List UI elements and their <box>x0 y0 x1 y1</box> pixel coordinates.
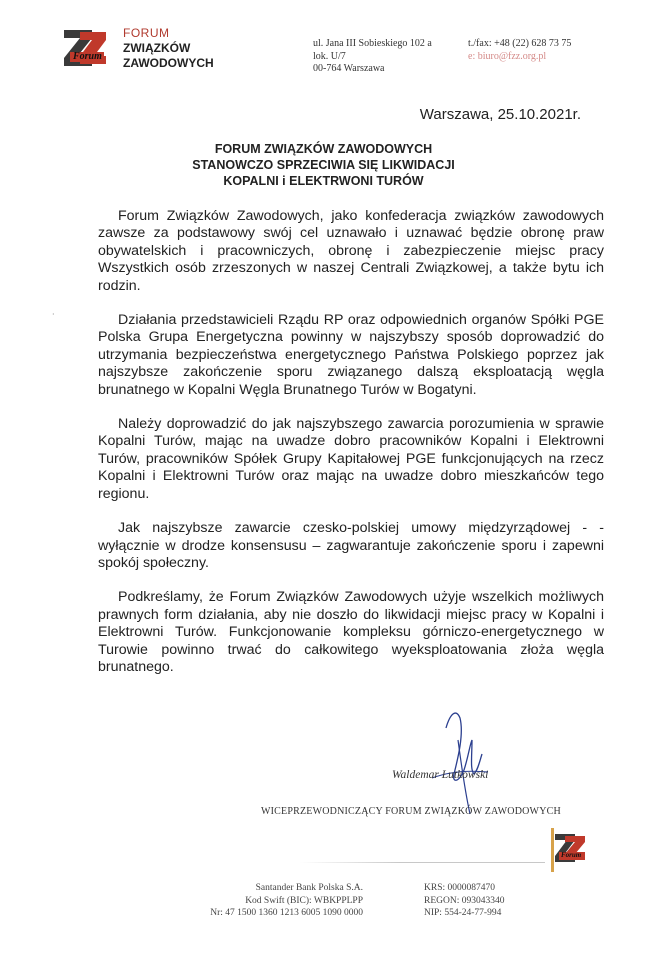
nip-number: NIP: 554-24-77-994 <box>424 908 502 919</box>
bank-swift: Kod Swift (BIC): WBKPPLPP <box>245 895 363 906</box>
registry-details <box>424 882 505 920</box>
logo-wordmark: Forum <box>73 51 102 62</box>
address-line-3: 00-764 Warszawa <box>313 63 385 74</box>
krs-number: KRS: 0000087470 <box>424 883 495 893</box>
contact-block <box>468 38 571 63</box>
bank-details <box>210 882 363 920</box>
email-link[interactable]: e: biuro@fzz.org.pl <box>468 50 547 62</box>
regon-number: REGON: 093043340 <box>424 895 505 906</box>
title-line-3: KOPALNI i ELEKTRWONI TURÓW <box>223 174 424 188</box>
title-line-2: STANOWCZO SPRZECIWIA SIĘ LIKWIDACJI <box>192 158 455 172</box>
margin-mark: · <box>52 310 55 319</box>
phone-fax: t./fax: +48 (22) 628 73 75 <box>468 38 572 49</box>
address-line-2: lok. U/7 <box>313 50 346 62</box>
paragraph-2: Działania przedstawicieli Rządu RP oraz odpowiednich organów Spółki PGE Polska Grupa Energetyczna powinny w najszybszy sposób doprowadzić do utrzymania bezpieczeństwa energetycznego Państwa Polskiego poprzez jak najszybsze zakończenie sporu związanego dalszą eksploatacją węgla brunatnego w Kopalni Węgla Brunatnego Turów w Bogatyni. <box>98 312 604 398</box>
handwritten-signature <box>428 700 518 820</box>
paragraph-4: Jak najszybsze zawarcie czesko-polskiej umowy międzyrządowej - - wyłącznie w drodze konsensusu – zagwarantuje zakończenie sporu i zapewni spokój społeczny. <box>98 520 604 571</box>
bank-name: Santander Bank Polska S.A. <box>255 883 363 893</box>
title-line-1: FORUM ZWIĄZKÓW ZAWODOWYCH <box>214 142 433 156</box>
brand-line-1: FORUM <box>123 26 170 40</box>
letter-date: Warszawa, 25.10.2021r. <box>419 106 581 123</box>
brand-line-2: ZWIĄZKÓW <box>123 41 191 55</box>
letter-body <box>98 208 604 693</box>
forum-logo <box>62 28 108 70</box>
signatory-name: Waldemar Lutkowski <box>392 769 489 781</box>
paragraph-3: Należy doprowadzić do jak najszybszego zawarcia porozumienia w sprawie Kopalni Turów, mając na uwadze dobro pracowników Kopalni i Elektrowni Turów, pracowników Spółek Grupy Kapitałowej PGE funkcjonujących na rzecz Kopalni i Elektrowni Turów oraz mając na uwadze dobro mieszkańców tego regionu. <box>98 416 604 502</box>
address-line-1: ul. Jana III Sobieskiego 102 a <box>313 38 432 49</box>
brand-name <box>123 26 214 71</box>
signatory-position: WICEPRZEWODNICZĄCY FORUM ZWIĄZKÓW ZAWODOWYCH <box>261 806 561 817</box>
footer-logo <box>545 824 589 880</box>
footer-divider <box>300 862 550 863</box>
address-block <box>313 38 432 76</box>
bank-account: Nr: 47 1500 1360 1213 6005 1090 0000 <box>210 908 363 919</box>
letter-title <box>0 141 647 189</box>
brand-line-3: ZAWODOWYCH <box>123 56 214 70</box>
footer-logo-wordmark: Forum <box>561 851 582 859</box>
paragraph-1: Forum Związków Zawodowych, jako konfederacja związków zawodowych zawsze za podstawowy swój cel uznawało i uznawać będzie obronę praw obywatelskich i pracowniczych, obronę i zabezpieczenie miejsc pracy Wszystkich osób zrzeszonych w naszej Centrali Związkowej, a także bytu ich rodzin. <box>98 208 604 294</box>
paragraph-5: Podkreślamy, że Forum Związków Zawodowych użyje wszelkich możliwych prawnych form działania, aby nie doszło do likwidacji miejsc pracy w Kopalni i Elektrowni Turów. Funkcjonowanie kompleksu górniczo-energetycznego w Turowie powinno trwać do całkowitego wyeksploatowania złoża węgla brunatnego. <box>98 589 604 675</box>
